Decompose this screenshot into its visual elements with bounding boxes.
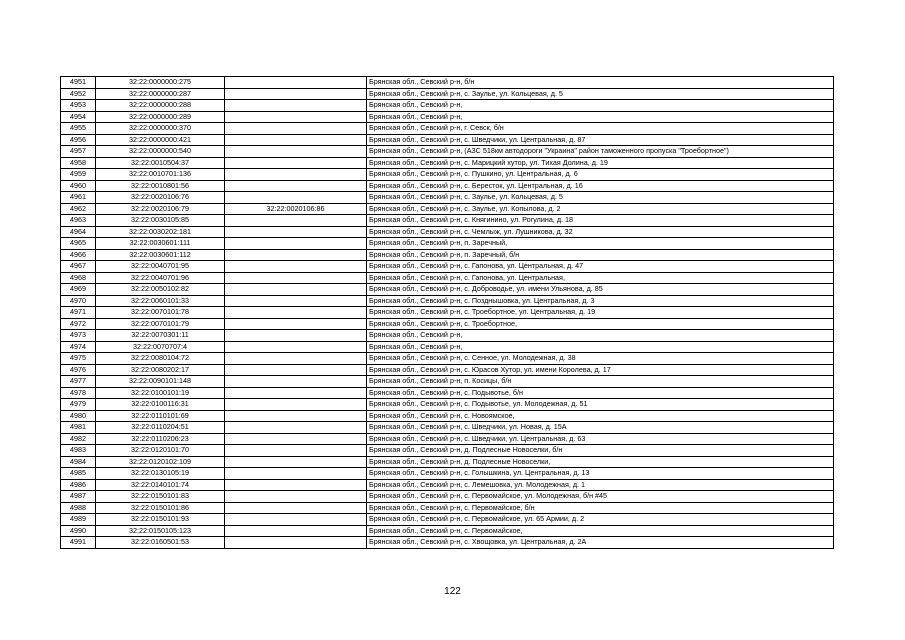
table-row [61,330,834,342]
linked-cadastral-number-cell [225,353,367,365]
linked-cadastral-number-cell [225,502,367,514]
cadastral-number-cell: 32:22:0080104:72 [96,353,225,365]
address-cell: Брянская обл., Севский р-н, с. Пушкино, ул. Центральная, д. 6 [367,169,834,181]
table-row [61,307,834,319]
table-row [61,261,834,273]
table-row [61,491,834,503]
address-cell: Брянская обл., Севский р-н, д. Подлесные Новоселки, [367,456,834,468]
table-row [61,341,834,353]
address-cell: Брянская обл., Севский р-н, с. Чемлыж, ул. Лушникова, д. 32 [367,226,834,238]
linked-cadastral-number-cell [225,226,367,238]
linked-cadastral-number-cell [225,364,367,376]
cadastral-number-cell: 32:22:0000000:288 [96,100,225,112]
address-cell: Брянская обл., Севский р-н, с. Шведчики, ул. Новая, д. 15А [367,422,834,434]
cadastral-number-cell: 32:22:0040701:96 [96,272,225,284]
table-row [61,445,834,457]
linked-cadastral-number-cell [225,249,367,261]
cadastral-number-cell: 32:22:0120102:109 [96,456,225,468]
cadastral-number-cell: 32:22:0110206:23 [96,433,225,445]
linked-cadastral-number-cell [225,272,367,284]
row-number-cell: 4974 [61,341,96,353]
address-cell: Брянская обл., Севский р-н, с. Княгинино, ул. Рогулина, д. 18 [367,215,834,227]
linked-cadastral-number-cell [225,77,367,89]
cadastral-number-cell: 32:22:0000000:287 [96,88,225,100]
table-row [61,376,834,388]
address-cell: Брянская обл., Севский р-н, [367,330,834,342]
cadastral-number-cell: 32:22:0070101:79 [96,318,225,330]
row-number-cell: 4983 [61,445,96,457]
address-cell: Брянская обл., Севский р-н, с. Шведчики, ул. Центральная, д. 63 [367,433,834,445]
address-cell: Брянская обл., Севский р-н, [367,341,834,353]
cadastral-number-cell: 32:22:0050102:82 [96,284,225,296]
address-cell: Брянская обл., Севский р-н, п. Косицы, б/н [367,376,834,388]
linked-cadastral-number-cell: 32:22:0020106:86 [225,203,367,215]
table-row [61,525,834,537]
address-cell: Брянская обл., Севский р-н, с. Первомайское, [367,525,834,537]
address-cell: Брянская обл., Севский р-н, [367,111,834,123]
row-number-cell: 4959 [61,169,96,181]
cadastral-number-cell: 32:22:0000000:421 [96,134,225,146]
row-number-cell: 4977 [61,376,96,388]
address-cell: Брянская обл., Севский р-н, с. Береcток, ул. Центральная, д. 16 [367,180,834,192]
row-number-cell: 4991 [61,537,96,549]
table-row [61,364,834,376]
linked-cadastral-number-cell [225,422,367,434]
row-number-cell: 4987 [61,491,96,503]
cadastral-number-cell: 32:22:0000000:275 [96,77,225,89]
address-cell: Брянская обл., Севский р-н, с. Первомайское, ул. Молодежная, б/н #45 [367,491,834,503]
cadastral-number-cell: 32:22:0150101:86 [96,502,225,514]
table-row [61,422,834,434]
row-number-cell: 4976 [61,364,96,376]
row-number-cell: 4971 [61,307,96,319]
linked-cadastral-number-cell [225,525,367,537]
address-cell: Брянская обл., Севский р-н, с. Троебортное, [367,318,834,330]
linked-cadastral-number-cell [225,295,367,307]
row-number-cell: 4988 [61,502,96,514]
cadastral-number-cell: 32:22:0120101:70 [96,445,225,457]
linked-cadastral-number-cell [225,318,367,330]
table-row [61,479,834,491]
cadastral-number-cell: 32:22:0090101:148 [96,376,225,388]
row-number-cell: 4969 [61,284,96,296]
table-row [61,180,834,192]
linked-cadastral-number-cell [225,468,367,480]
row-number-cell: 4973 [61,330,96,342]
cadastral-number-cell: 32:22:0030105:85 [96,215,225,227]
address-cell: Брянская обл., Севский р-н, д. Подлесные Новоселки, б/н [367,445,834,457]
address-cell: Брянская обл., Севский р-н, с. Заулье, ул. Копылова, д. 2 [367,203,834,215]
linked-cadastral-number-cell [225,387,367,399]
address-cell: Брянская обл., Севский р-н, б/н [367,77,834,89]
address-cell: Брянская обл., Севский р-н, с. Первомайское, б/н [367,502,834,514]
table-row [61,514,834,526]
cadastral-number-cell: 32:22:0010701:136 [96,169,225,181]
cadastral-number-cell: 32:22:0100116:31 [96,399,225,411]
row-number-cell: 4979 [61,399,96,411]
table-row [61,387,834,399]
linked-cadastral-number-cell [225,157,367,169]
table-row [61,88,834,100]
cadastral-number-cell: 32:22:0110101:69 [96,410,225,422]
linked-cadastral-number-cell [225,146,367,158]
table-row [61,100,834,112]
cadastral-number-cell: 32:22:0070707:4 [96,341,225,353]
cadastral-number-cell: 32:22:0060101:33 [96,295,225,307]
row-number-cell: 4965 [61,238,96,250]
cadastral-number-cell: 32:22:0160501:53 [96,537,225,549]
table-row [61,502,834,514]
address-cell: Брянская обл., Севский р-н, п. Заречный, б/н [367,249,834,261]
table-row [61,134,834,146]
linked-cadastral-number-cell [225,479,367,491]
row-number-cell: 4953 [61,100,96,112]
table-row [61,123,834,135]
linked-cadastral-number-cell [225,307,367,319]
table-row [61,192,834,204]
table-row [61,410,834,422]
address-cell: Брянская обл., Севский р-н, с. Хвощовка, ул. Центральная, д. 2А [367,537,834,549]
table-row [61,226,834,238]
row-number-cell: 4978 [61,387,96,399]
row-number-cell: 4956 [61,134,96,146]
table-row [61,146,834,158]
row-number-cell: 4967 [61,261,96,273]
linked-cadastral-number-cell [225,514,367,526]
table-row [61,169,834,181]
row-number-cell: 4975 [61,353,96,365]
address-cell: Брянская обл., Севский р-н, с. Подывотье, б/н [367,387,834,399]
row-number-cell: 4989 [61,514,96,526]
row-number-cell: 4986 [61,479,96,491]
cadastral-number-cell: 32:22:0130105:19 [96,468,225,480]
table-row [61,353,834,365]
row-number-cell: 4955 [61,123,96,135]
cadastral-number-cell: 32:22:0000000:370 [96,123,225,135]
cadastral-number-cell: 32:22:0150101:83 [96,491,225,503]
row-number-cell: 4972 [61,318,96,330]
table-row [61,295,834,307]
register-table-body [61,77,834,549]
linked-cadastral-number-cell [225,261,367,273]
table-row [61,318,834,330]
linked-cadastral-number-cell [225,88,367,100]
cadastral-number-cell: 32:22:0110204:51 [96,422,225,434]
table-row [61,433,834,445]
row-number-cell: 4970 [61,295,96,307]
table-row [61,249,834,261]
property-register-table [60,76,834,549]
address-cell: Брянская обл., Севский р-н, п. Заречный, [367,238,834,250]
table-row [61,215,834,227]
address-cell: Брянская обл., Севский р-н, [367,100,834,112]
linked-cadastral-number-cell [225,215,367,227]
table-row [61,399,834,411]
address-cell: Брянская обл., Севский р-н, с. Гапонова, ул. Центральная, д. 47 [367,261,834,273]
cadastral-number-cell: 32:22:0070101:78 [96,307,225,319]
row-number-cell: 4954 [61,111,96,123]
linked-cadastral-number-cell [225,284,367,296]
linked-cadastral-number-cell [225,376,367,388]
cadastral-number-cell: 32:22:0100101:19 [96,387,225,399]
address-cell: Брянская обл., Севский р-н, (АЗС 518км автодороги "Украина" район таможенного пропуска "Троебортное") [367,146,834,158]
table-row [61,272,834,284]
row-number-cell: 4980 [61,410,96,422]
row-number-cell: 4951 [61,77,96,89]
row-number-cell: 4962 [61,203,96,215]
address-cell: Брянская обл., Севский р-н, с. Марицкий хутор, ул. Тихая Долина, д. 19 [367,157,834,169]
cadastral-number-cell: 32:22:0000000:540 [96,146,225,158]
address-cell: Брянская обл., Севский р-н, с. Заулье, ул. Кольцевая, д. 5 [367,192,834,204]
linked-cadastral-number-cell [225,445,367,457]
row-number-cell: 4966 [61,249,96,261]
address-cell: Брянская обл., Севский р-н, с. Голышкина, ул. Центральная, д. 13 [367,468,834,480]
linked-cadastral-number-cell [225,123,367,135]
cadastral-number-cell: 32:22:0140101:74 [96,479,225,491]
address-cell: Брянская обл., Севский р-н, с. Лемешовка, ул. Молодежная, д. 1 [367,479,834,491]
linked-cadastral-number-cell [225,180,367,192]
table-row [61,238,834,250]
cadastral-number-cell: 32:22:0150105:123 [96,525,225,537]
cadastral-number-cell: 32:22:0010801:56 [96,180,225,192]
linked-cadastral-number-cell [225,537,367,549]
address-cell: Брянская обл., Севский р-н, с. Новоямское, [367,410,834,422]
table-row [61,284,834,296]
cadastral-number-cell: 32:22:0080202:17 [96,364,225,376]
address-cell: Брянская обл., Севский р-н, с. Троебортное, ул. Центральная, д. 19 [367,307,834,319]
cadastral-number-cell: 32:22:0020106:76 [96,192,225,204]
address-cell: Брянская обл., Севский р-н, с. Доброводье, ул. имени Ульянова, д. 85 [367,284,834,296]
cadastral-number-cell: 32:22:0040701:95 [96,261,225,273]
linked-cadastral-number-cell [225,169,367,181]
linked-cadastral-number-cell [225,410,367,422]
linked-cadastral-number-cell [225,192,367,204]
page-number: 122 [444,586,461,597]
linked-cadastral-number-cell [225,456,367,468]
table-row [61,468,834,480]
address-cell: Брянская обл., Севский р-н, с. Подывотье, ул. Молодежная, д. 51 [367,399,834,411]
address-cell: Брянская обл., Севский р-н, с. Первомайское, ул. 65 Армии, д. 2 [367,514,834,526]
row-number-cell: 4982 [61,433,96,445]
linked-cadastral-number-cell [225,111,367,123]
row-number-cell: 4958 [61,157,96,169]
row-number-cell: 4990 [61,525,96,537]
row-number-cell: 4960 [61,180,96,192]
linked-cadastral-number-cell [225,134,367,146]
address-cell: Брянская обл., Севский р-н, г. Севск, б/н [367,123,834,135]
row-number-cell: 4981 [61,422,96,434]
cadastral-number-cell: 32:22:0070301:11 [96,330,225,342]
linked-cadastral-number-cell [225,399,367,411]
table-row [61,456,834,468]
table-row [61,203,834,215]
cadastral-number-cell: 32:22:0150101:93 [96,514,225,526]
row-number-cell: 4964 [61,226,96,238]
row-number-cell: 4968 [61,272,96,284]
row-number-cell: 4961 [61,192,96,204]
address-cell: Брянская обл., Севский р-н, с. Позднышовка, ул. Центральная, д. 3 [367,295,834,307]
table-row [61,77,834,89]
address-cell: Брянская обл., Севский р-н, с. Юрасов Хутор, ул. имени Королева, д. 17 [367,364,834,376]
address-cell: Брянская обл., Севский р-н, с. Заулье, ул. Кольцевая, д. 5 [367,88,834,100]
address-cell: Брянская обл., Севский р-н, с. Гапонова, ул. Центральная, [367,272,834,284]
cadastral-number-cell: 32:22:0010504:37 [96,157,225,169]
address-cell: Брянская обл., Севский р-н, с. Шведчики, ул. Центральная, д. 87 [367,134,834,146]
cadastral-number-cell: 32:22:0030202:181 [96,226,225,238]
table-row [61,111,834,123]
linked-cadastral-number-cell [225,100,367,112]
linked-cadastral-number-cell [225,341,367,353]
address-cell: Брянская обл., Севский р-н, с. Сенное, ул. Молодежная, д. 38 [367,353,834,365]
row-number-cell: 4957 [61,146,96,158]
cadastral-number-cell: 32:22:0030601:112 [96,249,225,261]
table-row [61,157,834,169]
row-number-cell: 4952 [61,88,96,100]
linked-cadastral-number-cell [225,330,367,342]
linked-cadastral-number-cell [225,238,367,250]
linked-cadastral-number-cell [225,491,367,503]
row-number-cell: 4963 [61,215,96,227]
cadastral-number-cell: 32:22:0000000:289 [96,111,225,123]
row-number-cell: 4985 [61,468,96,480]
cadastral-number-cell: 32:22:0020106:79 [96,203,225,215]
row-number-cell: 4984 [61,456,96,468]
cadastral-number-cell: 32:22:0030601:111 [96,238,225,250]
linked-cadastral-number-cell [225,433,367,445]
table-row [61,537,834,549]
